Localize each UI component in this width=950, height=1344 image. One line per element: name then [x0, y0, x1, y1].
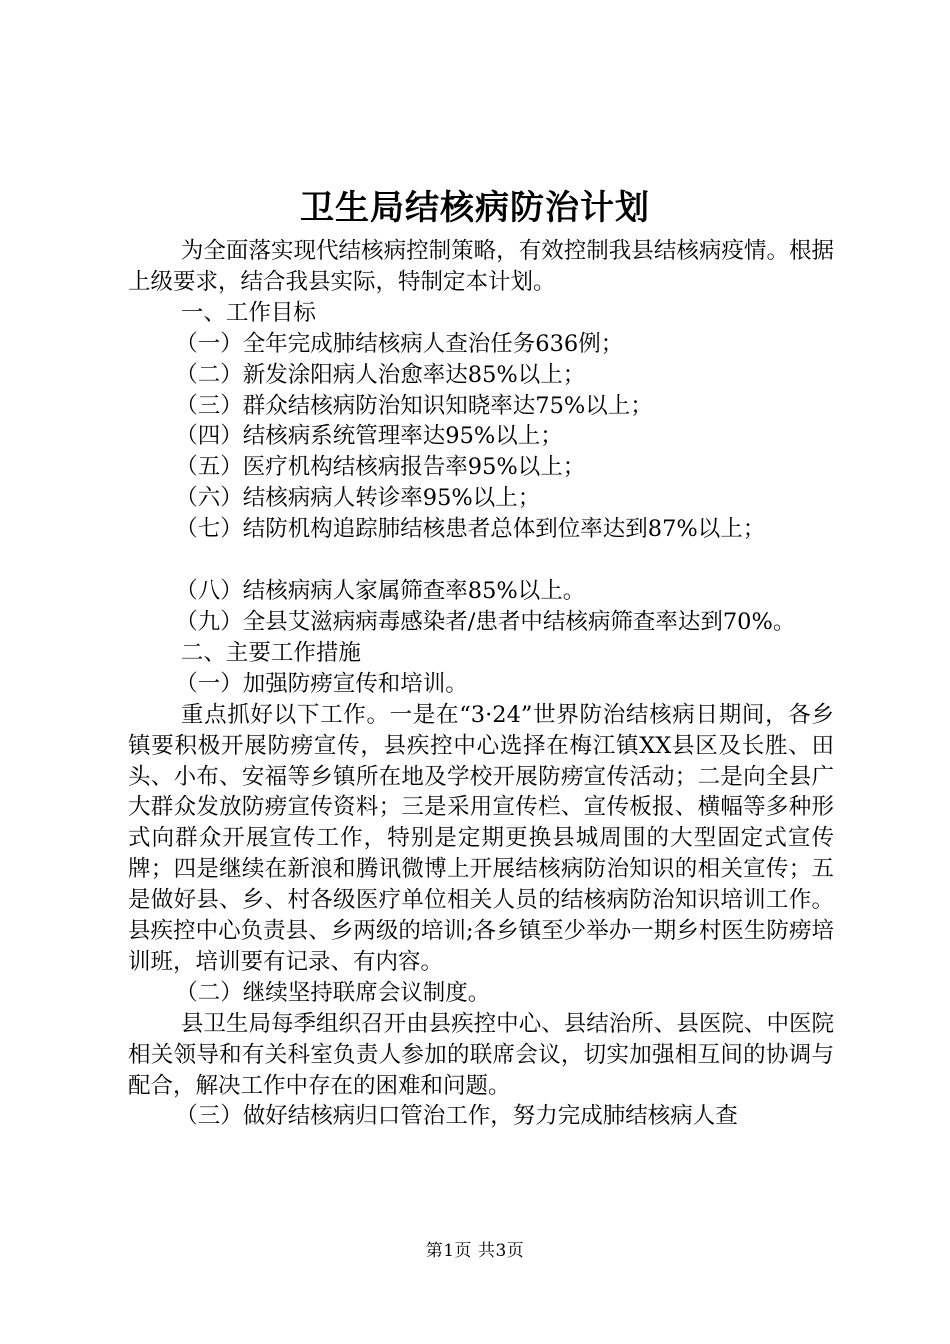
- goal-item-3: （三）群众结核病防治知识知晓率达75%以上；: [175, 392, 653, 419]
- measure-heading-3: （三）做好结核病归口管治工作，努力完成肺结核病人查: [175, 1103, 738, 1130]
- section-heading-measures: 二、主要工作措施: [180, 639, 361, 666]
- goal-item-6: （六）结核病病人转诊率95%以上；: [175, 485, 541, 512]
- measure-heading-2: （二）继续坚持联席会议制度。: [175, 979, 491, 1006]
- goal-item-2: （二）新发涂阳病人治愈率达85%以上；: [175, 361, 586, 388]
- goal-item-8: （八）结核病病人家属筛查率85%以上。: [175, 578, 586, 605]
- document-body: [128, 236, 834, 1132]
- document-title: 卫生局结核病防治计划: [300, 188, 650, 228]
- goal-item-1: （一）全年完成肺结核病人查治任务636例；: [175, 330, 624, 357]
- goal-item-9: （九）全县艾滋病病毒感染者/患者中结核病筛查率达到70%。: [175, 608, 796, 635]
- goal-item-5: （五）医疗机构结核病报告率95%以上；: [175, 454, 586, 481]
- goal-item-7: （七）结防机构追踪肺结核患者总体到位率达到87%以上；: [175, 516, 766, 543]
- intro-paragraph: 为全面落实现代结核病控制策略，有效控制我县结核病疫情。根据上级要求，结合我县实际，特制定本计划。: [128, 238, 834, 295]
- goal-item-4: （四）结核病系统管理率达95%以上；: [175, 423, 563, 450]
- measure-paragraph-2: 县卫生局每季组织召开由县疾控中心、县结治所、县医院、中医院相关领导和有关科室负责人参加的联席会议，切实加强相互间的协调与配合，解决工作中存在的困难和问题。: [128, 1010, 834, 1099]
- section-heading-goals: 一、工作目标: [180, 299, 316, 326]
- measure-paragraph-1: 重点抓好以下工作。一是在“3·24”世界防治结核病日期间，各乡镇要积极开展防痨宣传，县疾控中心选择在梅江镇XX县区及长胜、田头、小布、安福等乡镇所在地及学校开展防痨宣传活动；二是向全县广大群众发放防痨宣传资料；三是采用宣传栏、宣传板报、横幅等多种形式向群众开展宣传工作，特别是定期更换县城周围的大型固定式宣传牌；四是继续在新浪和腾讯微博上开展结核病防治知识的相关宣传；五是做好县、乡、村各级医疗单位相关人员的结核病防治知识培训工作。县疾控中心负责县、乡两级的培训;各乡镇至少举办一期乡村医生防痨培训班，培训要有记录、有内容。: [128, 701, 834, 975]
- page-footer: 第1页 共3页: [425, 1241, 525, 1261]
- paragraph-gap: [128, 545, 834, 576]
- measure-heading-1: （一）加强防痨宣传和培训。: [175, 670, 468, 697]
